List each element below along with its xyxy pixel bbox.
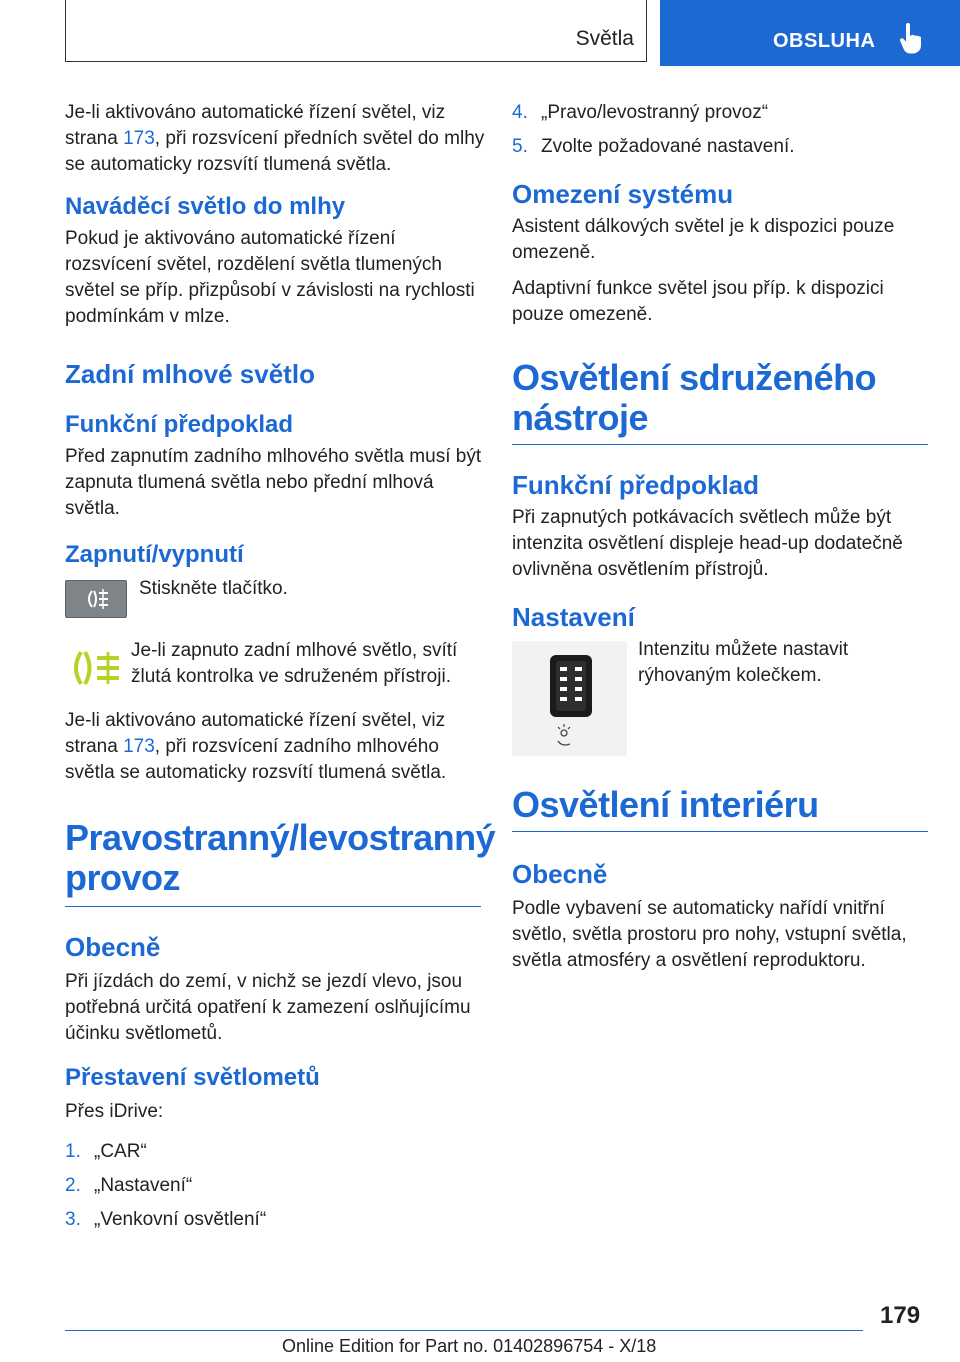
heading-nastroj: Osvětlení sdruženého nástroje: [512, 357, 877, 438]
heading-provoz: Pravostranný/levostranný provoz: [65, 817, 496, 898]
idrive-intro: Přes iDrive:: [65, 1101, 164, 1122]
left-column: [65, 100, 496, 1241]
header-section-box: [65, 0, 647, 62]
omezeni-text-1: Asistent dálkových světel je k dispozici pouze omezeně.: [512, 216, 895, 263]
subheading-predpoklad: Funkční předpoklad: [65, 411, 294, 438]
footer-edition: Online Edition for Part no. 01402896754 - X/18: [282, 1336, 657, 1356]
rear-fog-button-image: [65, 580, 127, 618]
interier-text: Podle vybavení se automaticky nařídí vnitřní světlo, světla prostoru pro nohy, vstupní světla, světla atmosféry a osvětlení reproduktoru.: [512, 898, 907, 971]
heading-interier: Osvětlení interiéru: [512, 784, 819, 825]
heading-navadeci: Naváděcí světlo do mlhy: [65, 193, 346, 220]
indicator-text: Je-li zapnuto zadní mlhové světlo, svítí žlutá kontrolka ve sdruženém přístroji.: [131, 640, 458, 687]
list-item: 5. Zvolte požadované nastavení.: [512, 136, 795, 157]
subheading-zapnuti: Zapnutí/vypnutí: [65, 541, 244, 568]
subheading-obecne: Obecně: [65, 932, 161, 962]
omezeni-text-2: Adaptivní funkce světel jsou příp. k dispozici pouze omezeně.: [512, 278, 884, 325]
heading-zadni: Zadní mlhové světlo: [65, 359, 315, 389]
indicator-row: [65, 638, 485, 708]
steps-list-left: [65, 1139, 485, 1233]
nastroj-text: Při zapnutých potkávacích světlech může být intenzita osvětlení displeje head-up dodatečně ovlivněna osvětlením přístrojů.: [512, 507, 903, 580]
right-column: [512, 100, 928, 984]
chapter-tab[interactable]: [660, 0, 960, 66]
predpoklad-text: Před zapnutím zadního mlhového světla musí být zapnuta tlumená světla nebo přední mlhová světla.: [65, 446, 482, 519]
page-number: 179: [880, 1302, 921, 1329]
heading-interier-block: [512, 785, 928, 832]
steps-list-right: [512, 100, 928, 160]
list-item: 4. „Pravo/levostranný provoz“: [512, 102, 769, 123]
rear-fog-light-icon: [66, 581, 126, 617]
rear-fog-indicator-icon: [67, 646, 125, 690]
button-row: [65, 580, 485, 638]
thumbwheel-icon: [512, 641, 627, 756]
heading-provoz-block: [65, 817, 496, 907]
dimmer-text: Intenzitu můžete nastavit rýhovaným kolečkem.: [638, 639, 849, 686]
list-item: 1. „CAR“: [65, 1141, 147, 1162]
subheading-prestaveni: Přestavení světlometů: [65, 1064, 320, 1091]
heading-omezeni: Omezení systému: [512, 179, 734, 209]
button-instruction: Stiskněte tlačítko.: [139, 578, 288, 599]
pointing-hand-icon: [898, 22, 922, 54]
footer-divider: [65, 1330, 863, 1331]
chapter-tab-label: OBSLUHA: [773, 30, 876, 52]
navadeci-text: Pokud je aktivováno automatické řízení rozsvícení světel, rozdělení světla tlumených světel se příp. přizpůsobí v závislosti na rychlosti podmínkám v mlze.: [65, 228, 475, 327]
dimmer-row: [512, 641, 928, 781]
heading-nastroj-block: [512, 358, 928, 445]
rear-note-paragraph: Je-li aktivováno automatické řízení světel, viz strana 173, při rozsvícení zadního mlhového světla se automaticky rozsvítí tlumená světla.: [65, 710, 447, 783]
section-title: Světla: [575, 27, 634, 50]
intro-paragraph: Je-li aktivováno automatické řízení světel, viz strana 173, při rozsvícení předních světel do mlhy se automaticky rozsvítí tlumená světla.: [65, 102, 485, 175]
provoz-text: Při jízdách do zemí, v nichž se jezdí vlevo, jsou potřebná určitá opatření k zamezení oslňujícímu účinku světlometů.: [65, 971, 471, 1044]
page-link[interactable]: 173: [123, 128, 155, 149]
subheading-obecne-2: Obecně: [512, 859, 608, 889]
subheading-nastaveni: Nastavení: [512, 602, 635, 632]
dimmer-wheel-image: [512, 641, 627, 756]
page-link[interactable]: 173: [123, 736, 155, 757]
subheading-predpoklad-2: Funkční předpoklad: [512, 470, 760, 500]
list-item: 3. „Venkovní osvětlení“: [65, 1209, 267, 1230]
list-item: 2. „Nastavení“: [65, 1175, 193, 1196]
